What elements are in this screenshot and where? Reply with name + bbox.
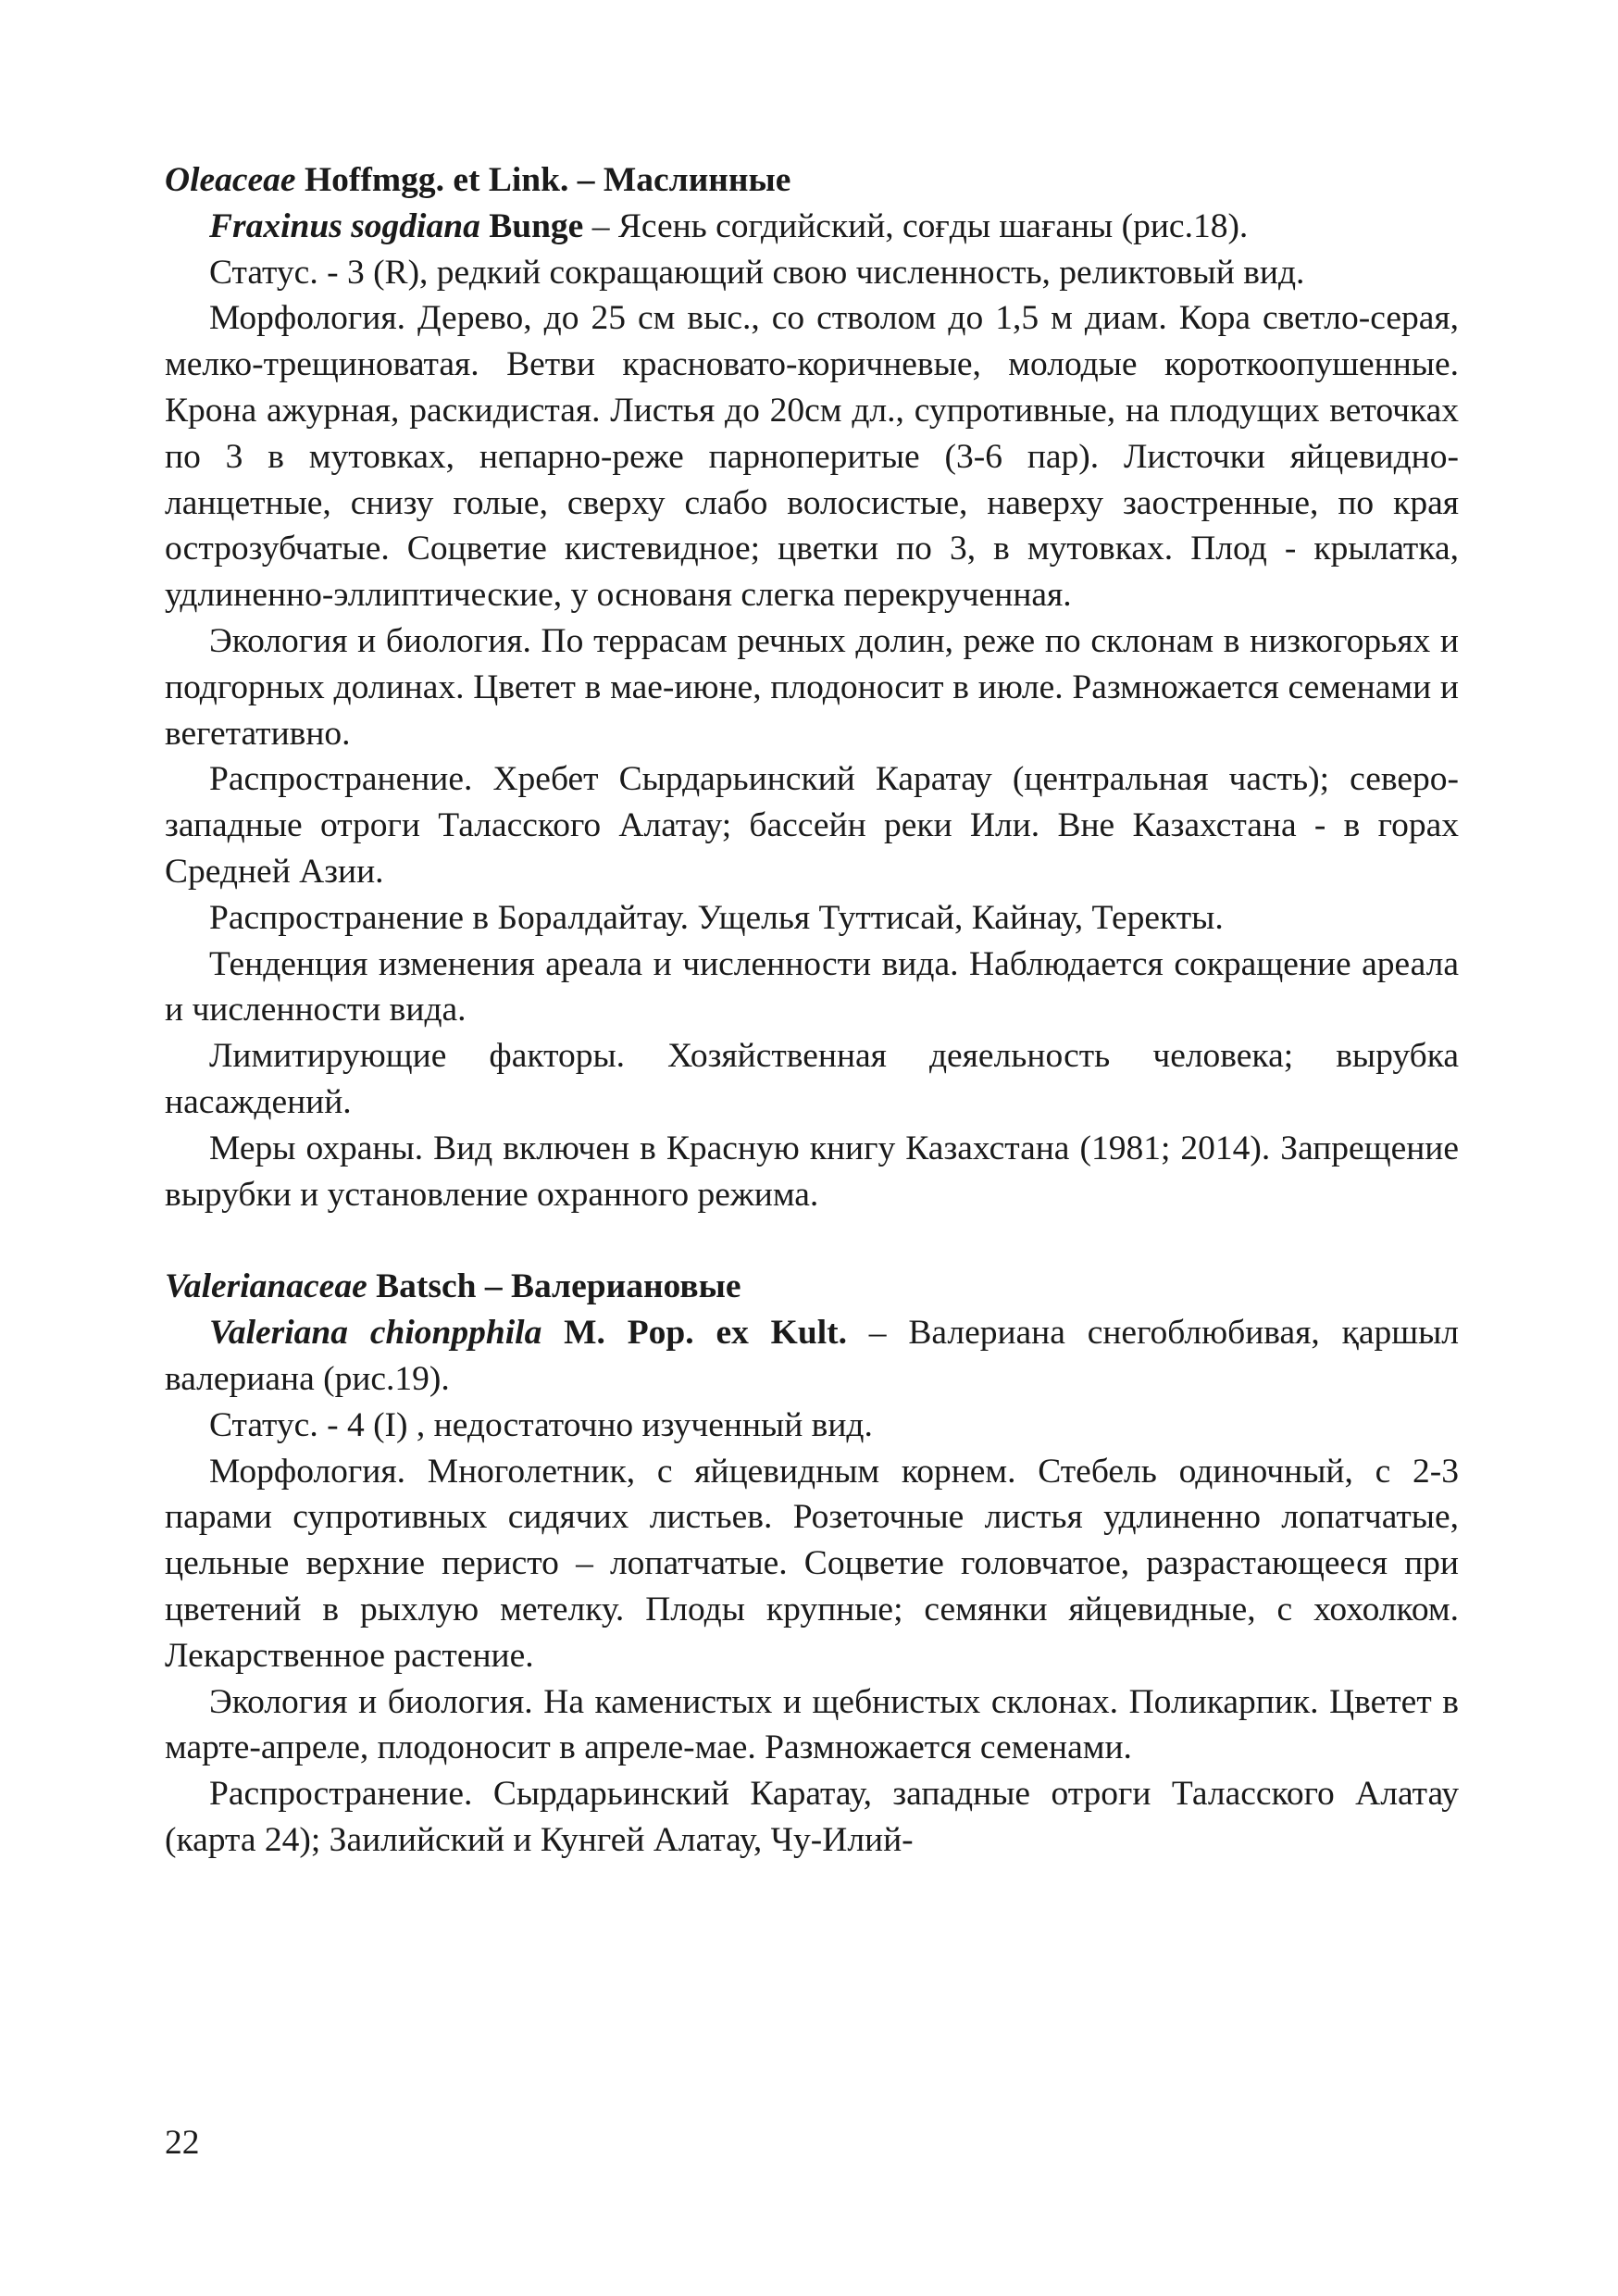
species-heading (165, 1310, 1459, 1403)
species-author: Bunge (489, 206, 584, 245)
family-russian: – Маслинные (577, 161, 791, 199)
protection-paragraph: Меры охраны. Вид включен в Красную книгу Казахстана (1981; 2014). Запрещение вырубки и установление охранного режима. (165, 1129, 1459, 1214)
page-body (165, 157, 1459, 1864)
limiting-factors-paragraph: Лимитирующие факторы. Хозяйственная деяельность человека; вырубка насаждений. (165, 1037, 1459, 1121)
ecology-paragraph: Экология и биология. На каменистых и щебнистых склонах. Поликарпик. Цветет в марте-апреле, плодоносит в апреле-мае. Размножается семенами. (165, 1682, 1459, 1767)
status-paragraph: Статус. - 3 (R), редкий сокращающий свою численность, реликтовый вид. (209, 253, 1305, 292)
page-number: 22 (165, 2124, 200, 2162)
species-latin: Fraxinus sogdiana (209, 206, 480, 245)
local-distribution-paragraph: Распространение в Боралдайтау. Ущелья Туттисай, Кайнау, Теректы. (209, 898, 1224, 937)
family-heading (165, 157, 1459, 204)
status-paragraph: Статус. - 4 (I) , недостаточно изученный вид. (209, 1405, 873, 1444)
species-common-names: – Ясень согдийский, соғды шағаны (рис.18). (583, 206, 1249, 245)
species-common-names: – Валериана снегоблюбивая, қаршыл валериана (рис.19). (165, 1314, 1459, 1398)
ecology-paragraph: Экология и биология. По террасам речных долин, реже по склонам в низкогорьях и подгорных долинах. Цветет в мае-июне, плодоносит в июле. Размножается семенами и вегетативно. (165, 621, 1459, 753)
species-latin: Valeriana chionpphila (209, 1314, 542, 1353)
family-heading (165, 1264, 1459, 1310)
family-author: Hoffmgg. et Link. (304, 161, 569, 199)
section-gap (165, 1217, 1459, 1264)
morphology-paragraph: Морфология. Многолетник, с яйцевидным корнем. Стебель одиночный, с 2-3 парами супротивных сидячих листьев. Розеточные листья удлиненно лопатчатые, цельные верхние перисто – лопатчатые. Соцветие головчатое, разрастающееся при цветений в рыхлую метелку. Плоды крупные; семянки яйцевидные, с хохолком. Лекарственное растение. (165, 1452, 1459, 1675)
distribution-paragraph: Распространение. Хребет Сырдарьинский Каратау (центральная часть); северо-западные отроги Таласского Алатау; бассейн реки Или. Вне Казахстана - в горах Средней Азии. (165, 760, 1459, 891)
trend-paragraph: Тенденция изменения ареала и численности вида. Наблюдается сокращение ареала и численности вида. (165, 944, 1459, 1029)
species-heading (165, 204, 1459, 250)
distribution-paragraph: Распространение. Сырдарьинский Каратау, западные отроги Таласского Алатау (карта 24); Заилийский и Кунгей Алатау, Чу-Илий- (165, 1775, 1459, 1859)
family-latin: Oleaceae (165, 161, 296, 199)
morphology-paragraph: Морфология. Дерево, до 25 см выс., со стволом до 1,5 м диам. Кора светло-серая, мелко-трещиноватая. Ветви красновато-коричневые, молодые короткоопушенные. Крона ажурная, раскидистая. Листья до 20см дл., супротивные, на плодущих веточках по 3 в мутовках, непарно-реже парноперитые (3-6 пар). Листочки яйцевидно-ланцетные, снизу голые, сверху слабо волосистые, наверху заостренные, по края острозубчатые. Соцветие кистевидное; цветки по 3, в мутовках. Плод - крылатка, удлиненно-эллиптические, у основаня слегка перекрученная. (165, 299, 1459, 615)
family-latin: Valerianaceae (165, 1267, 367, 1306)
species-author: M. Pop. ex Kult. (564, 1314, 847, 1353)
family-author: Batsch (376, 1267, 477, 1306)
family-russian: – Валериановые (484, 1267, 741, 1306)
